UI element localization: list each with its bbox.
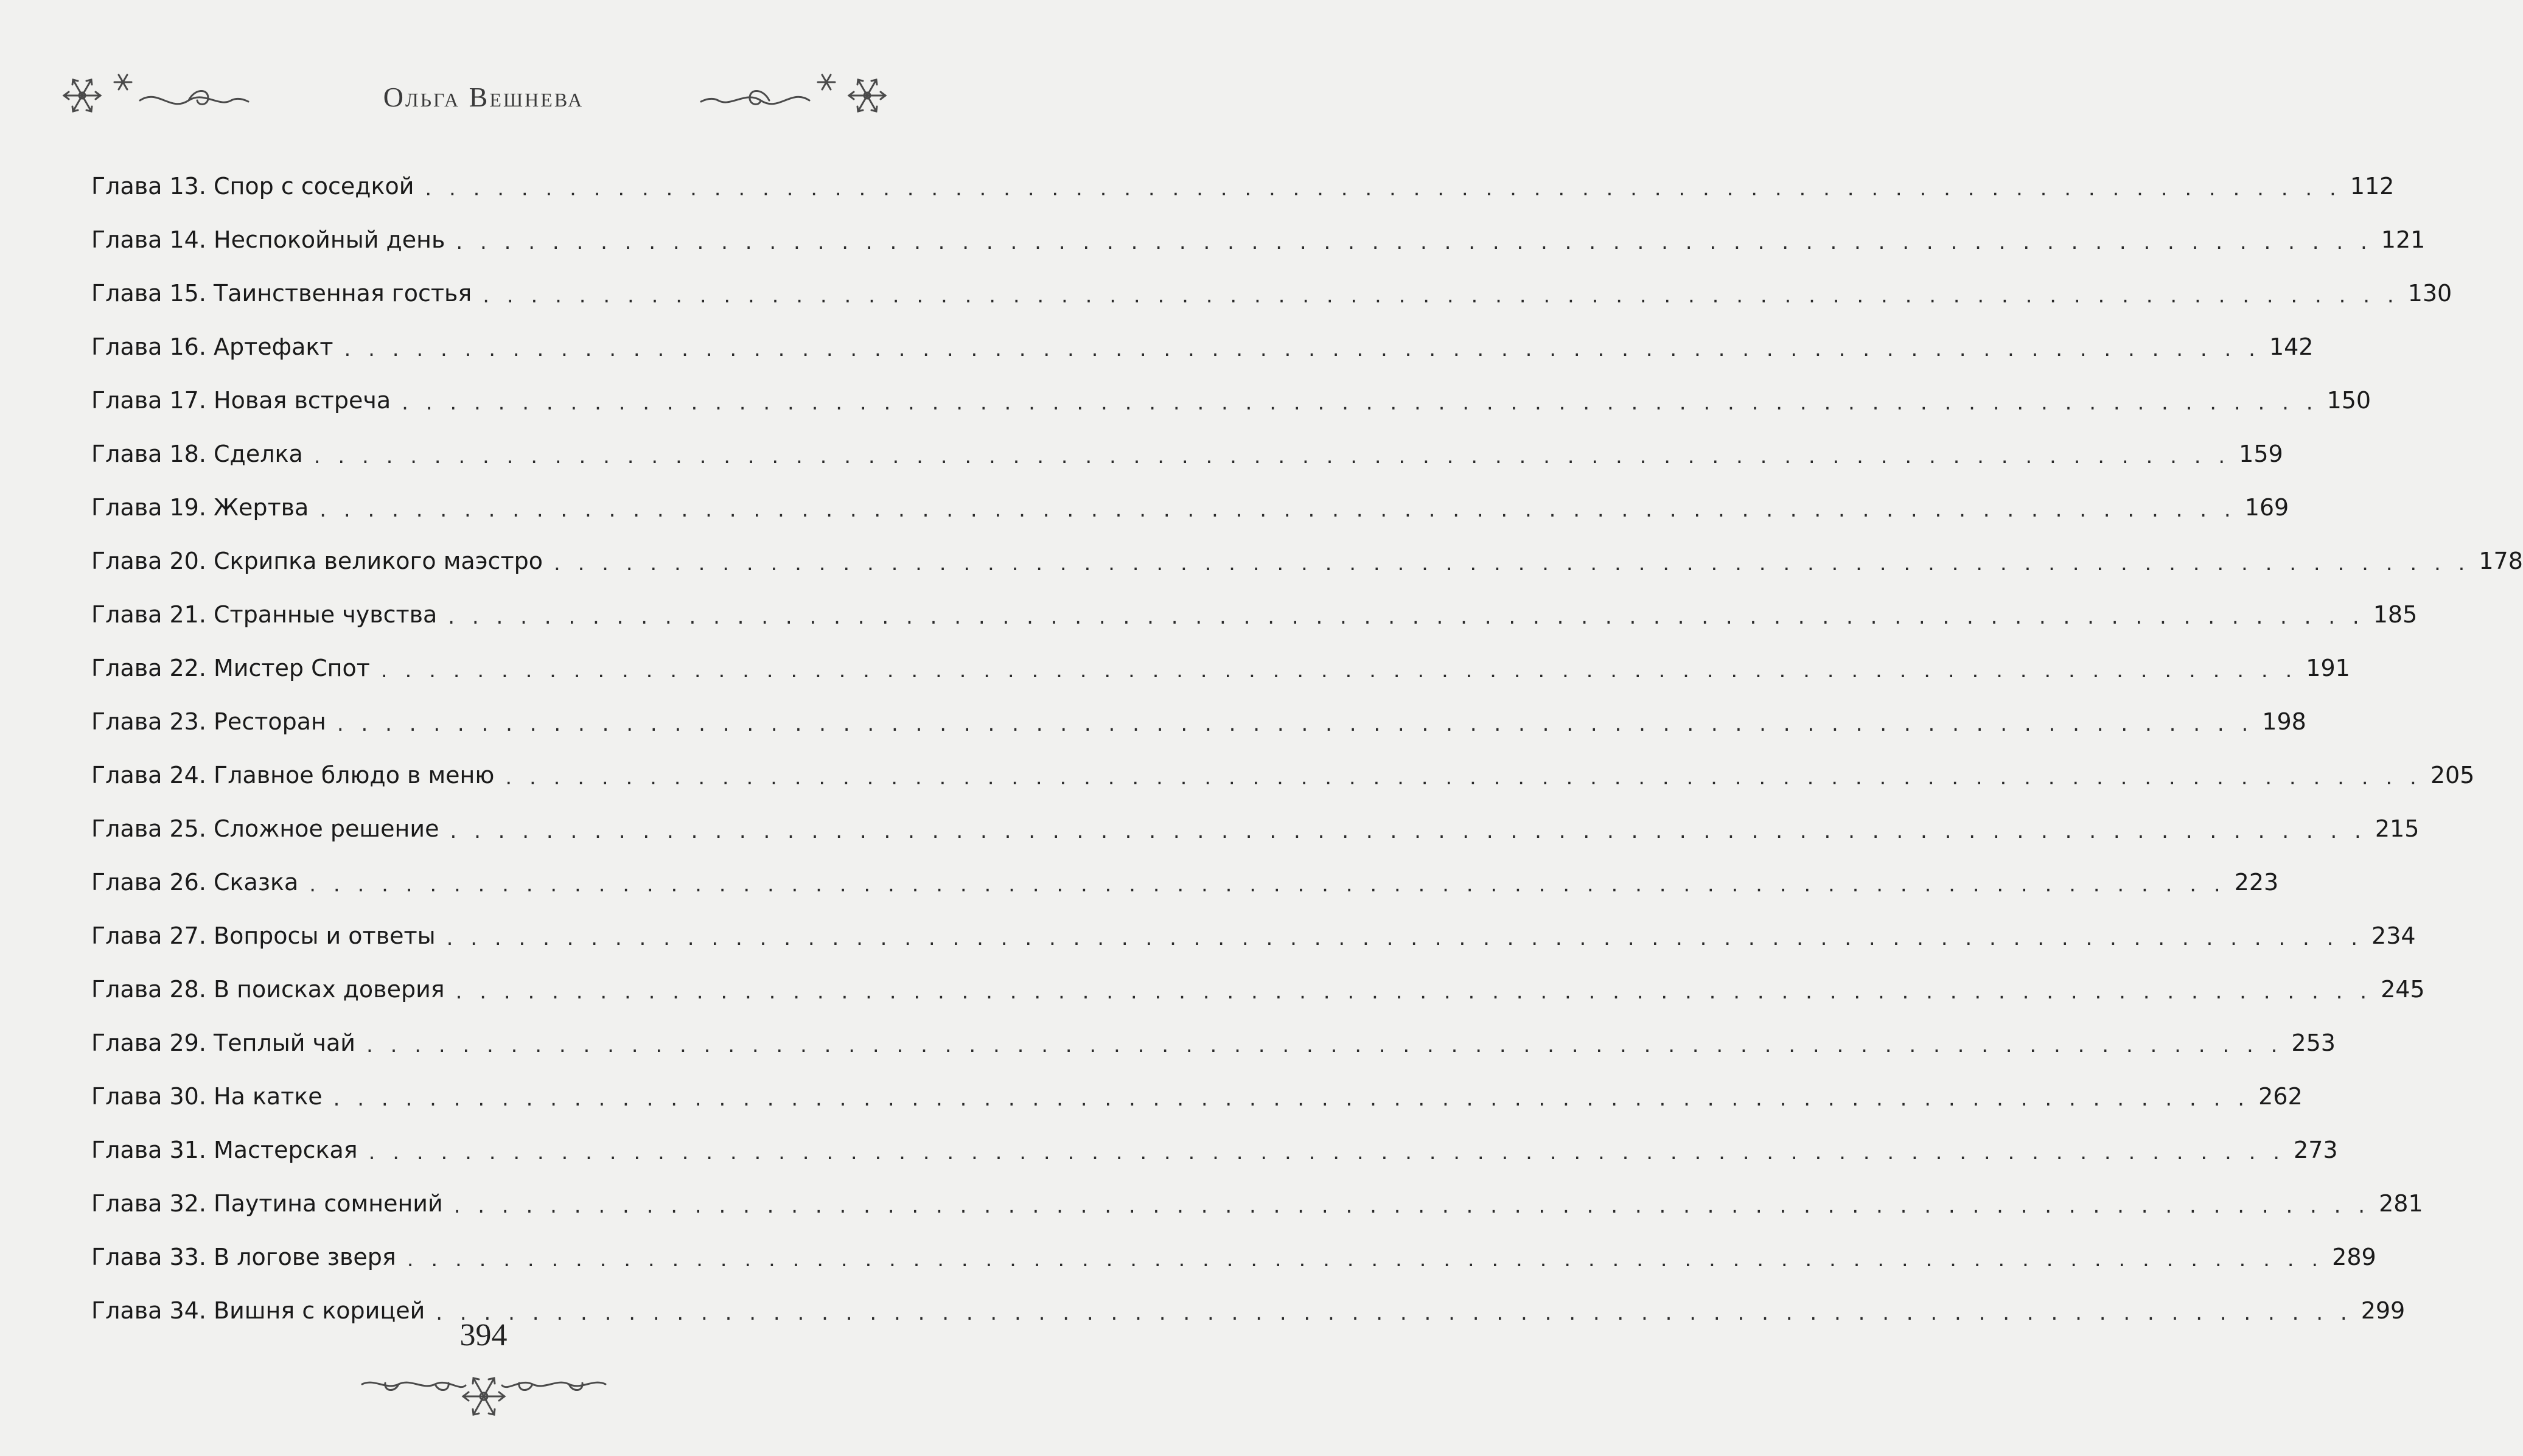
toc-entry (91, 909, 2416, 963)
page-number: 394 (459, 1318, 508, 1353)
toc-entry (91, 802, 2420, 855)
toc-dot-leader: . . . . . . . . . . . . . . . . . . . . . . . . . . . . . . . . . . . . . . . . . . . . . . . . . . . . . . . . . . . . . . . . . . . . . . . . . . . . . . . . (456, 230, 2373, 254)
toc-entry-title: Глава 25. Сложное решение (91, 815, 439, 842)
toc-entry-page: 253 (2291, 1029, 2336, 1056)
toc-dot-leader: . . . . . . . . . . . . . . . . . . . . . . . . . . . . . . . . . . . . . . . . . . . . . . . . . . . . . . . . . . . . . . . . . . . . . . . . . . . . . . . . (380, 658, 2298, 683)
toc-dot-leader: . . . . . . . . . . . . . . . . . . . . . . . . . . . . . . . . . . . . . . . . . . . . . . . . . . . . . . . . . . . . . . . . . . . . . . . . . . . . . . . . (483, 284, 2399, 308)
toc-entry (91, 695, 2306, 748)
toc-entry-title: Глава 28. В поисках доверия (91, 976, 445, 1003)
toc-entry (91, 963, 2425, 1016)
toc-entry-page: 142 (2269, 333, 2314, 360)
toc-entry (91, 1230, 2376, 1284)
toc-dot-leader: . . . . . . . . . . . . . . . . . . . . . . . . . . . . . . . . . . . . . . . . . . . . . . . . . . . . . . . . . . . . . . . . . . . . . . . . . . . . . . . . (366, 1033, 2283, 1057)
toc-dot-leader: . . . . . . . . . . . . . . . . . . . . . . . . . . . . . . . . . . . . . . . . . . . . . . . . . . . . . . . . . . . . . . . . . . . . . . . . . . . . . . . . (553, 551, 2471, 576)
toc-entry (91, 641, 2350, 695)
toc-entry-title: Глава 16. Артефакт (91, 333, 333, 360)
toc-entry-page: 185 (2373, 601, 2418, 628)
toc-dot-leader: . . . . . . . . . . . . . . . . . . . . . . . . . . . . . . . . . . . . . . . . . . . . . . . . . . . . . . . . . . . . . . . . . . . . . . . . . . . . . . . . (368, 1140, 2286, 1165)
toc-entry (91, 748, 2475, 802)
toc-dot-leader: . . . . . . . . . . . . . . . . . . . . . . . . . . . . . . . . . . . . . . . . . . . . . . . . . . . . . . . . . . . . . . . . . . . . . . . . . . . . . . . . (446, 926, 2364, 950)
toc-entry-title: Глава 18. Сделка (91, 441, 303, 467)
toc-dot-leader: . . . . . . . . . . . . . . . . . . . . . . . . . . . . . . . . . . . . . . . . . . . . . . . . . . . . . . . . . . . . . . . . . . . . . . . . . . . . . . . . (333, 1087, 2250, 1111)
running-header (0, 64, 967, 137)
toc-entry-page: 121 (2381, 226, 2426, 253)
toc-dot-leader: . . . . . . . . . . . . . . . . . . . . . . . . . . . . . . . . . . . . . . . . . . . . . . . . . . . . . . . . . . . . . . . . . . . . . . . . . . . . . . . . (402, 391, 2319, 415)
toc-entry-page: 205 (2430, 762, 2475, 789)
toc-dot-leader: . . . . . . . . . . . . . . . . . . . . . . . . . . . . . . . . . . . . . . . . . . . . . . . . . . . . . . . . . . . . . . . . . . . . . . . . . . . . . . . . (319, 498, 2236, 522)
toc-entry-page: 130 (2407, 280, 2452, 307)
toc-entry (91, 1070, 2303, 1123)
toc-dot-leader: . . . . . . . . . . . . . . . . . . . . . . . . . . . . . . . . . . . . . . . . . . . . . . . . . . . . . . . . . . . . . . . . . . . . . . . . . . . . . . . . (505, 765, 2422, 790)
table-of-contents (91, 159, 2523, 1337)
toc-entry-page: 191 (2306, 655, 2350, 681)
author-name: Ольга Вешнева (383, 82, 584, 113)
toc-entry-page: 245 (2381, 976, 2425, 1003)
toc-entry (91, 1016, 2336, 1070)
toc-dot-leader: . . . . . . . . . . . . . . . . . . . . . . . . . . . . . . . . . . . . . . . . . . . . . . . . . . . . . . . . . . . . . . . . . . . . . . . . . . . . . . . . (436, 1301, 2353, 1325)
toc-entry-title: Глава 33. В логове зверя (91, 1244, 396, 1270)
toc-entry (91, 588, 2418, 641)
toc-entry-title: Глава 30. На катке (91, 1083, 323, 1110)
toc-entry-title: Глава 13. Спор с соседкой (91, 173, 414, 200)
toc-dot-leader: . . . . . . . . . . . . . . . . . . . . . . . . . . . . . . . . . . . . . . . . . . . . . . . . . . . . . . . . . . . . . . . . . . . . . . . . . . . . . . . . (313, 444, 2231, 468)
toc-entry (91, 534, 2523, 588)
toc-entry-page: 273 (2294, 1137, 2338, 1163)
toc-entry-title: Глава 22. Мистер Спот (91, 655, 370, 681)
toc-entry-page: 198 (2262, 708, 2306, 735)
toc-dot-leader: . . . . . . . . . . . . . . . . . . . . . . . . . . . . . . . . . . . . . . . . . . . . . . . . . . . . . . . . . . . . . . . . . . . . . . . . . . . . . . . . (455, 980, 2373, 1004)
toc-dot-leader: . . . . . . . . . . . . . . . . . . . . . . . . . . . . . . . . . . . . . . . . . . . . . . . . . . . . . . . . . . . . . . . . . . . . . . . . . . . . . . . . (337, 712, 2254, 736)
toc-dot-leader: . . . . . . . . . . . . . . . . . . . . . . . . . . . . . . . . . . . . . . . . . . . . . . . . . . . . . . . . . . . . . . . . . . . . . . . . . . . . . . . . (450, 819, 2367, 843)
toc-entry-title: Глава 27. Вопросы и ответы (91, 922, 436, 949)
toc-entry (91, 1123, 2338, 1177)
toc-entry (91, 320, 2314, 374)
toc-entry (91, 1177, 2423, 1230)
toc-entry-title: Глава 15. Таинственная гостья (91, 280, 472, 307)
toc-entry-title: Глава 31. Мастерская (91, 1137, 358, 1163)
toc-dot-leader: . . . . . . . . . . . . . . . . . . . . . . . . . . . . . . . . . . . . . . . . . . . . . . . . . . . . . . . . . . . . . . . . . . . . . . . . . . . . . . . . (309, 873, 2226, 897)
toc-entry (91, 427, 2283, 481)
toc-entry-page: 178 (2479, 548, 2523, 574)
toc-dot-leader: . . . . . . . . . . . . . . . . . . . . . . . . . . . . . . . . . . . . . . . . . . . . . . . . . . . . . . . . . . . . . . . . . . . . . . . . . . . . . . . . (453, 1194, 2371, 1218)
toc-entry-page: 223 (2234, 869, 2279, 896)
toc-entry-title: Глава 32. Паутина сомнений (91, 1190, 443, 1217)
toc-entry (91, 855, 2279, 909)
toc-entry-page: 299 (2361, 1297, 2406, 1324)
toc-entry (91, 481, 2289, 534)
toc-entry-page: 262 (2258, 1083, 2303, 1110)
toc-entry (91, 213, 2426, 266)
toc-entry-page: 234 (2371, 922, 2416, 949)
page-footer (0, 1317, 967, 1433)
toc-entry-page: 112 (2350, 173, 2395, 200)
toc-dot-leader: . . . . . . . . . . . . . . . . . . . . . . . . . . . . . . . . . . . . . . . . . . . . . . . . . . . . . . . . . . . . . . . . . . . . . . . . . . . . . . . . (344, 337, 2261, 361)
toc-entry-page: 289 (2332, 1244, 2376, 1270)
toc-entry-title: Глава 29. Теплый чай (91, 1029, 355, 1056)
toc-entry (91, 266, 2452, 320)
toc-entry (91, 374, 2371, 427)
snowflake-ornament-footer-icon (350, 1360, 618, 1427)
toc-entry-title: Глава 17. Новая встреча (91, 387, 391, 414)
toc-entry-page: 215 (2375, 815, 2420, 842)
toc-dot-leader: . . . . . . . . . . . . . . . . . . . . . . . . . . . . . . . . . . . . . . . . . . . . . . . . . . . . . . . . . . . . . . . . . . . . . . . . . . . . . . . . (425, 176, 2342, 201)
toc-entry-title: Глава 21. Странные чувства (91, 601, 438, 628)
toc-entry-page: 169 (2244, 494, 2289, 521)
toc-dot-leader: . . . . . . . . . . . . . . . . . . . . . . . . . . . . . . . . . . . . . . . . . . . . . . . . . . . . . . . . . . . . . . . . . . . . . . . . . . . . . . . . (407, 1247, 2324, 1272)
toc-entry-title: Глава 24. Главное блюдо в меню (91, 762, 495, 789)
toc-entry-title: Глава 14. Неспокойный день (91, 226, 445, 253)
toc-entry-title: Глава 34. Вишня с корицей (91, 1297, 425, 1324)
toc-dot-leader: . . . . . . . . . . . . . . . . . . . . . . . . . . . . . . . . . . . . . . . . . . . . . . . . . . . . . . . . . . . . . . . . . . . . . . . . . . . . . . . . (448, 605, 2365, 629)
toc-entry-page: 281 (2379, 1190, 2423, 1217)
toc-entry (91, 159, 2395, 213)
toc-entry-title: Глава 23. Ресторан (91, 708, 326, 735)
toc-entry-title: Глава 26. Сказка (91, 869, 299, 896)
toc-entry-title: Глава 20. Скрипка великого маэстро (91, 548, 543, 574)
toc-entry-page: 150 (2326, 387, 2371, 414)
toc-entry-page: 159 (2239, 441, 2283, 467)
snowflake-ornament-right-icon (694, 64, 901, 131)
toc-entry-title: Глава 19. Жертва (91, 494, 309, 521)
